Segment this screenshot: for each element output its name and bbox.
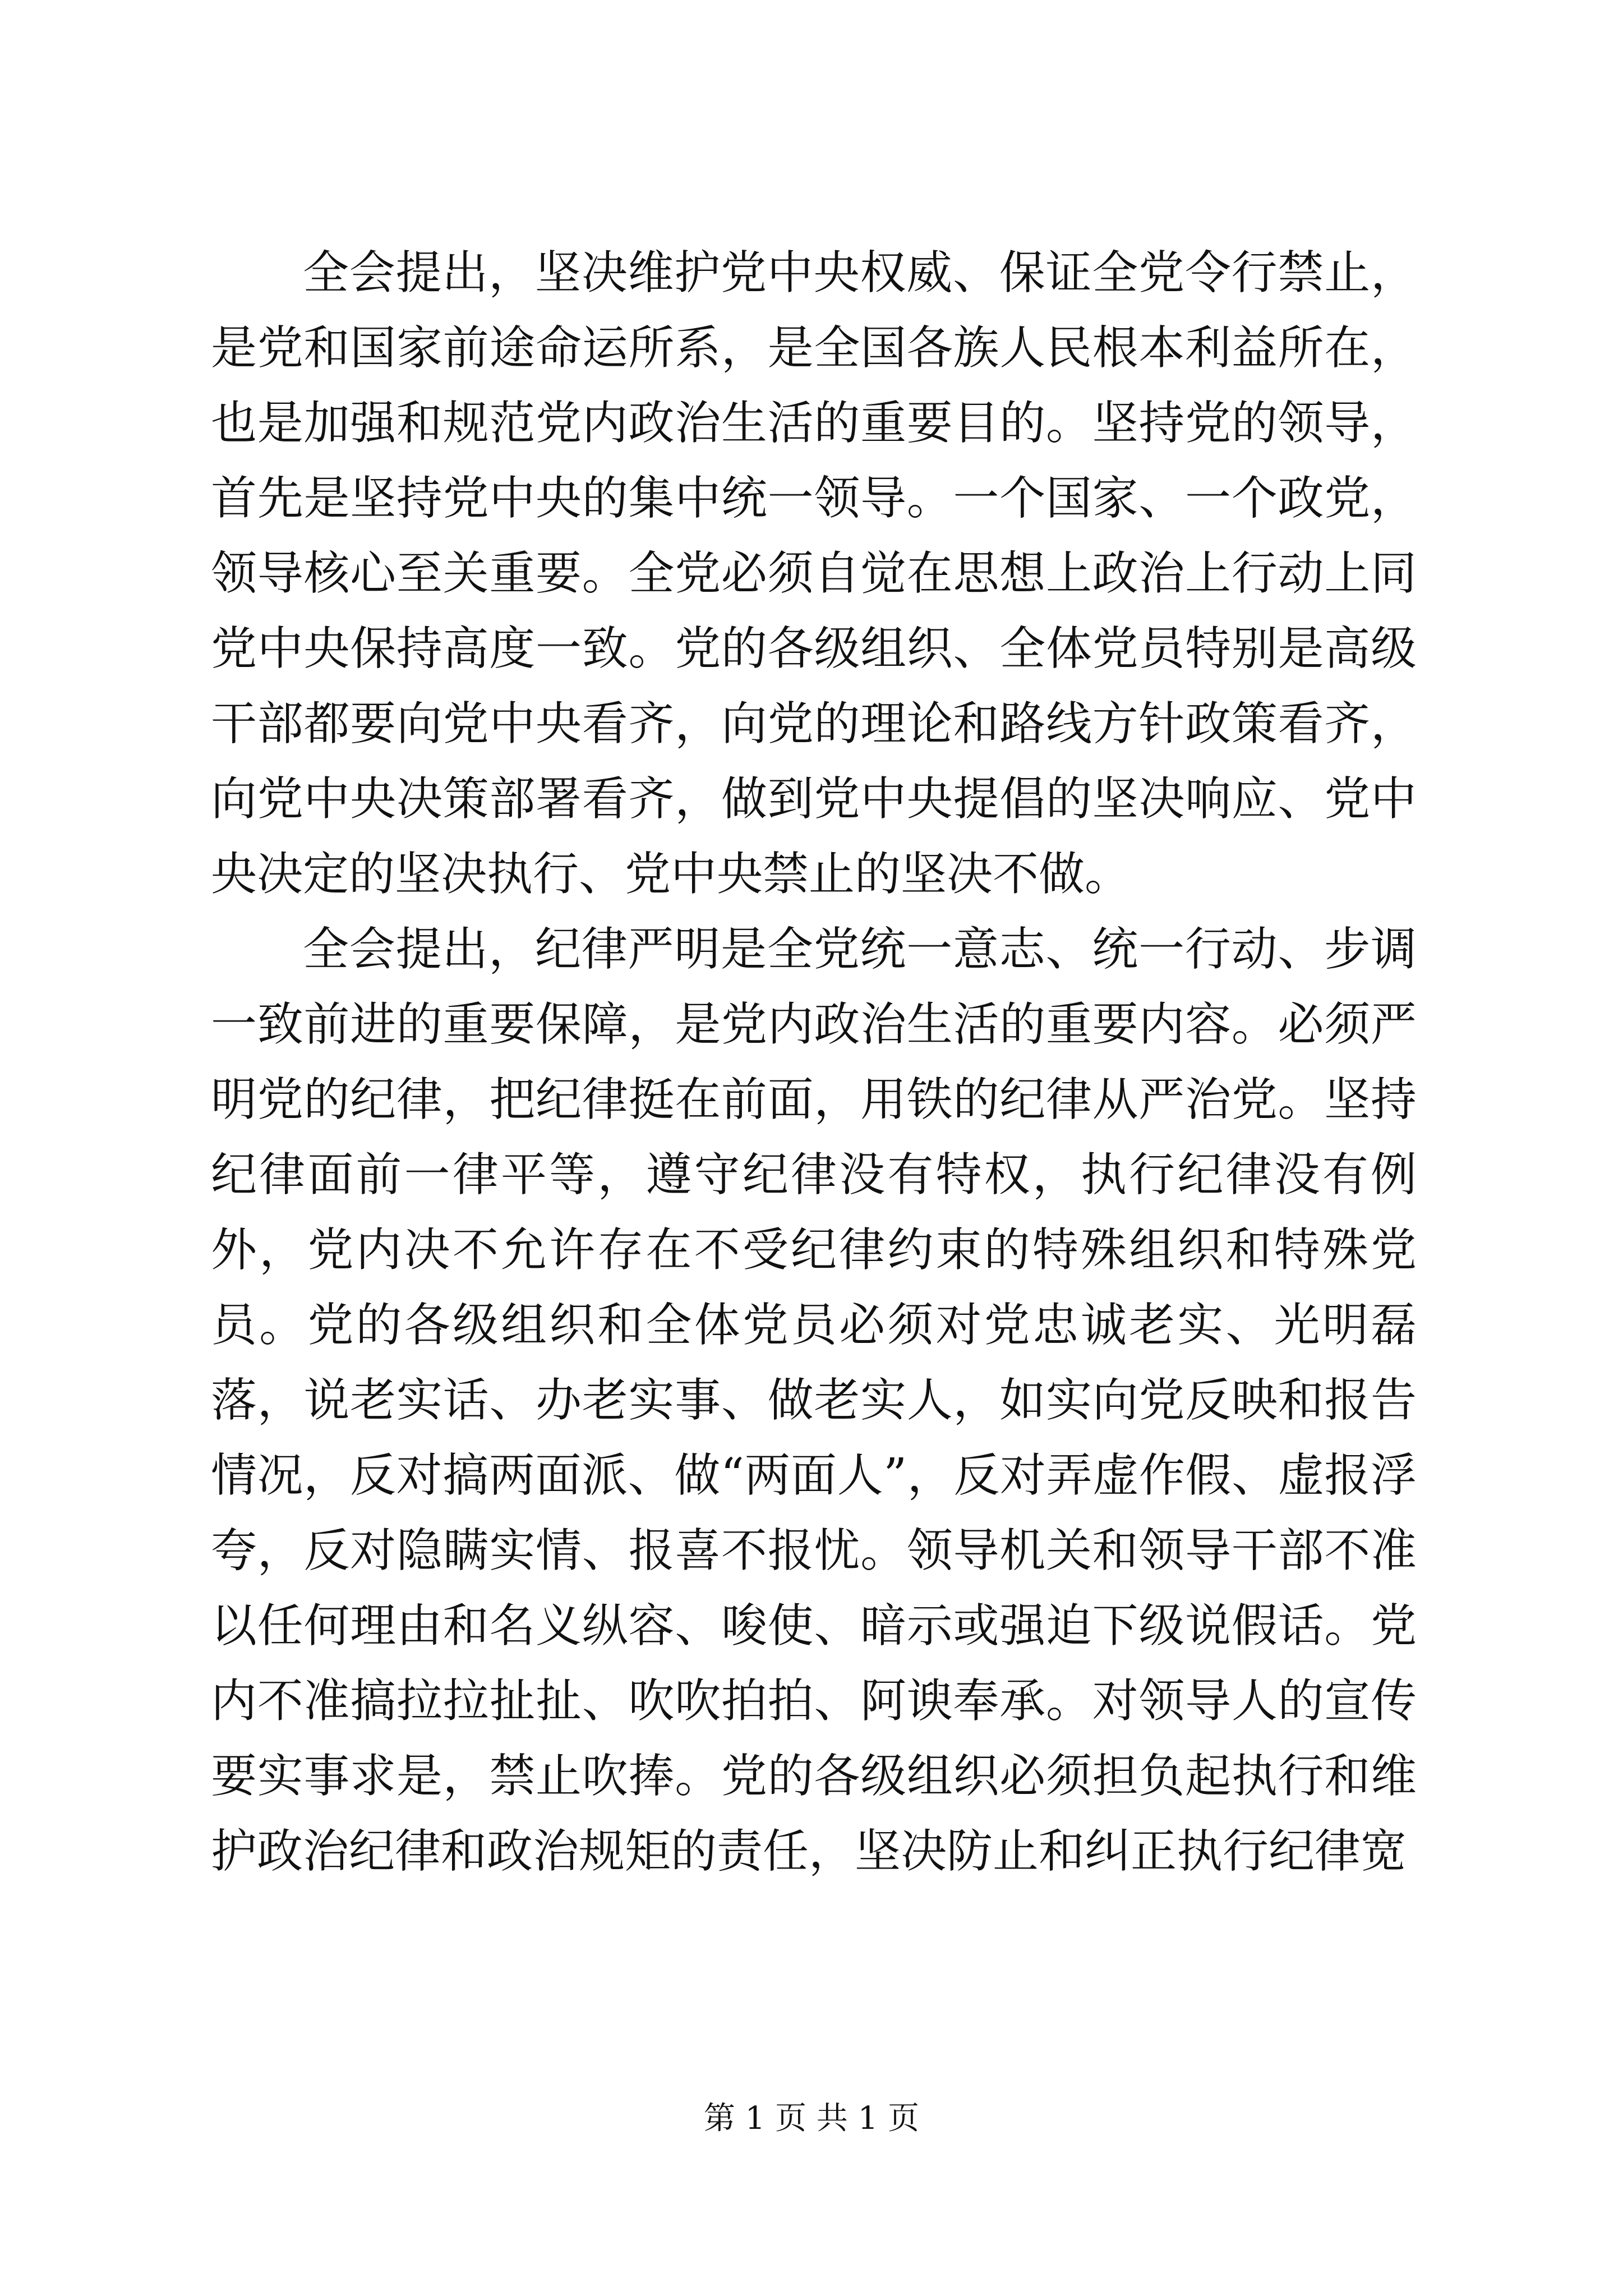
paragraph-1: 全会提出，坚决维护党中央权威、保证全党令行禁止，是党和国家前途命运所系，是全国各族人民根本利益所在，也是加强和规范党内政治生活的重要目的。坚持党的领导，首先是坚持党中央的集中统一领导。一个国家、一个政党，领导核心至关重要。全党必须自觉在思想上政治上行动上同党中央保持高度一致。党的各级组织、全体党员特别是高级干部都要向党中央看齐，向党的理论和路线方针政策看齐，向党中央决策部署看齐，做到党中央提倡的坚决响应、党中央决定的坚决执行、党中央禁止的坚决不做。 bbox=[211, 246, 1417, 901]
page-footer: 第 1 页 共 1 页 bbox=[703, 2100, 920, 2137]
document-body bbox=[211, 236, 1417, 1889]
paragraph-2: 全会提出，纪律严明是全党统一意志、统一行动、步调一致前进的重要保障，是党内政治生活的重要内容。必须严明党的纪律，把纪律挺在前面，用铁的纪律从严治党。坚持纪律面前一律平等，遵守纪律没有特权，执行纪律没有例外，党内决不允许存在不受纪律约束的特殊组织和特殊党员。党的各级组织和全体党员必须对党忠诚老实、光明磊落，说老实话、办老实事、做老实人，如实向党反映和报告情况，反对搞两面派、做“两面人”，反对弄虚作假、虚报浮夸，反对隐瞒实情、报喜不报忧。领导机关和领导干部不准以任何理由和名义纵容、唆使、暗示或强迫下级说假话。党内不准搞拉拉扯扯、吹吹拍拍、阿谀奉承。对领导人的宣传要实事求是，禁止吹捧。党的各级组织必须担负起执行和维护政治纪律和政治规矩的责任，坚决防止和纠正执行纪律宽 bbox=[211, 923, 1417, 1878]
